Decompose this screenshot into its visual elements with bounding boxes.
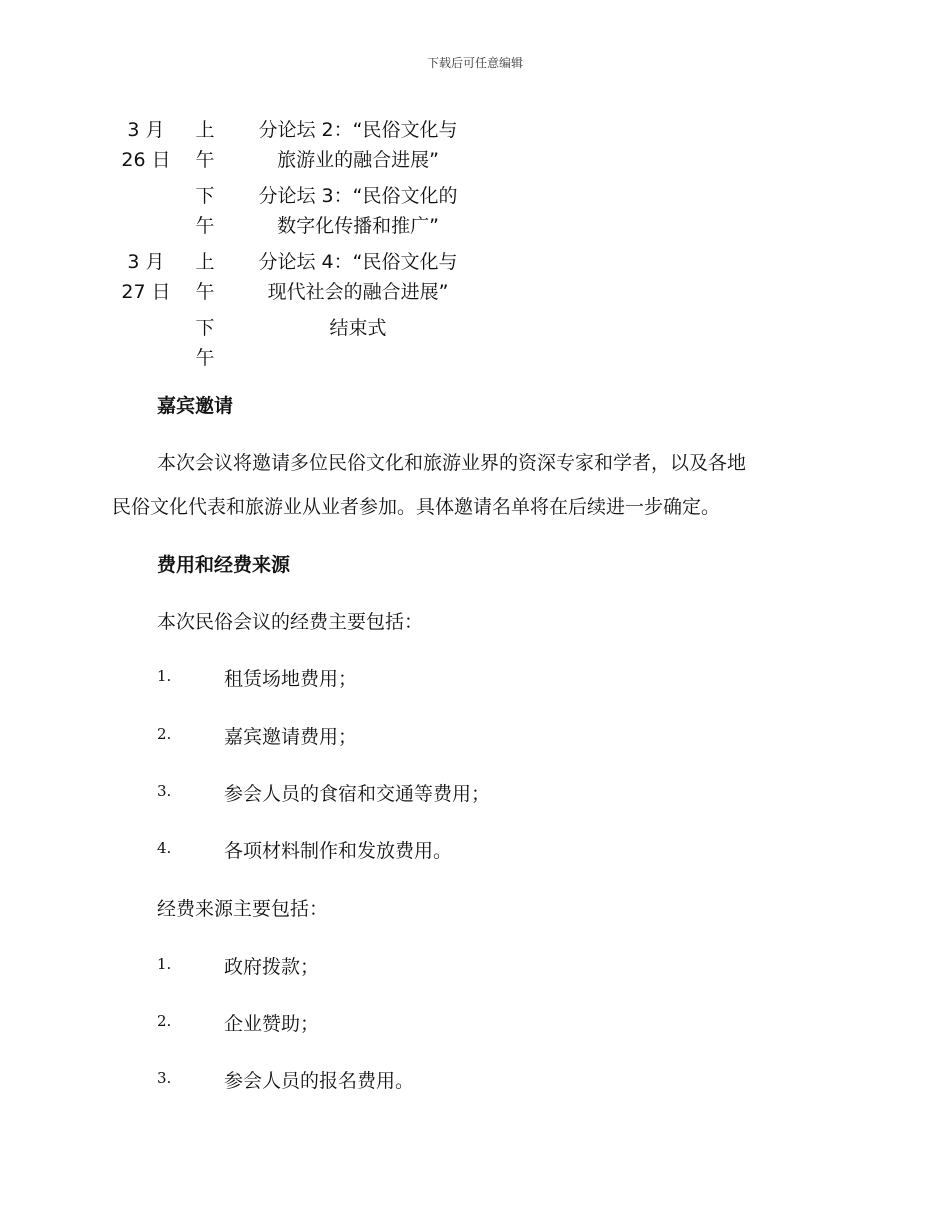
schedule-topic: 现代社会的融合进展”: [267, 281, 449, 303]
list-item: 政府拨款；: [224, 956, 320, 978]
schedule-date: 3 月: [127, 119, 165, 141]
list-number: 2.: [157, 1012, 172, 1030]
list-number: 1.: [157, 955, 172, 973]
schedule-period: 午: [195, 281, 215, 303]
list-item: 租赁场地费用；: [224, 668, 358, 690]
guests-paragraph-line: 民俗文化代表和旅游业从业者参加。具体邀请名单将在后续进一步确定。: [112, 496, 721, 518]
schedule-date: 26 日: [121, 149, 171, 171]
schedule-period: 下: [195, 185, 215, 207]
list-number: 3.: [157, 782, 172, 800]
page-header: 下载后可任意编辑: [426, 56, 523, 70]
schedule-period: 午: [195, 215, 215, 237]
guests-paragraph-line: 本次会议将邀请多位民俗文化和旅游业界的资深专家和学者，以及各地: [157, 452, 747, 474]
schedule-period: 下: [195, 317, 215, 339]
schedule-topic: 数字化传播和推广”: [277, 215, 439, 237]
list-number: 4.: [157, 839, 172, 857]
list-item: 参会人员的食宿和交通等费用；: [224, 783, 491, 805]
section-heading-guests: 嘉宾邀请: [157, 395, 234, 417]
funding-intro: 本次民俗会议的经费主要包括：: [157, 611, 424, 633]
list-number: 3.: [157, 1069, 172, 1087]
schedule-period: 上: [195, 119, 215, 141]
section-heading-funding: 费用和经费来源: [157, 554, 291, 576]
funding-sources-intro: 经费来源主要包括：: [157, 898, 329, 920]
list-item: 参会人员的报名费用。: [224, 1070, 415, 1092]
schedule-topic: 分论坛 4：“民俗文化与: [258, 251, 458, 273]
schedule-topic: 旅游业的融合进展”: [277, 149, 439, 171]
schedule-topic: 分论坛 2：“民俗文化与: [258, 119, 458, 141]
schedule-topic: 结束式: [329, 317, 387, 339]
list-number: 2.: [157, 725, 172, 743]
schedule-date: 3 月: [127, 251, 165, 273]
list-item: 各项材料制作和发放费用。: [224, 840, 453, 862]
list-item: 企业赞助；: [224, 1013, 320, 1035]
schedule-topic: 分论坛 3：“民俗文化的: [258, 185, 458, 207]
schedule-date: 27 日: [121, 281, 171, 303]
list-number: 1.: [157, 667, 172, 685]
schedule-period: 午: [195, 149, 215, 171]
schedule-period: 午: [195, 347, 215, 369]
schedule-period: 上: [195, 251, 215, 273]
list-item: 嘉宾邀请费用；: [224, 726, 358, 748]
